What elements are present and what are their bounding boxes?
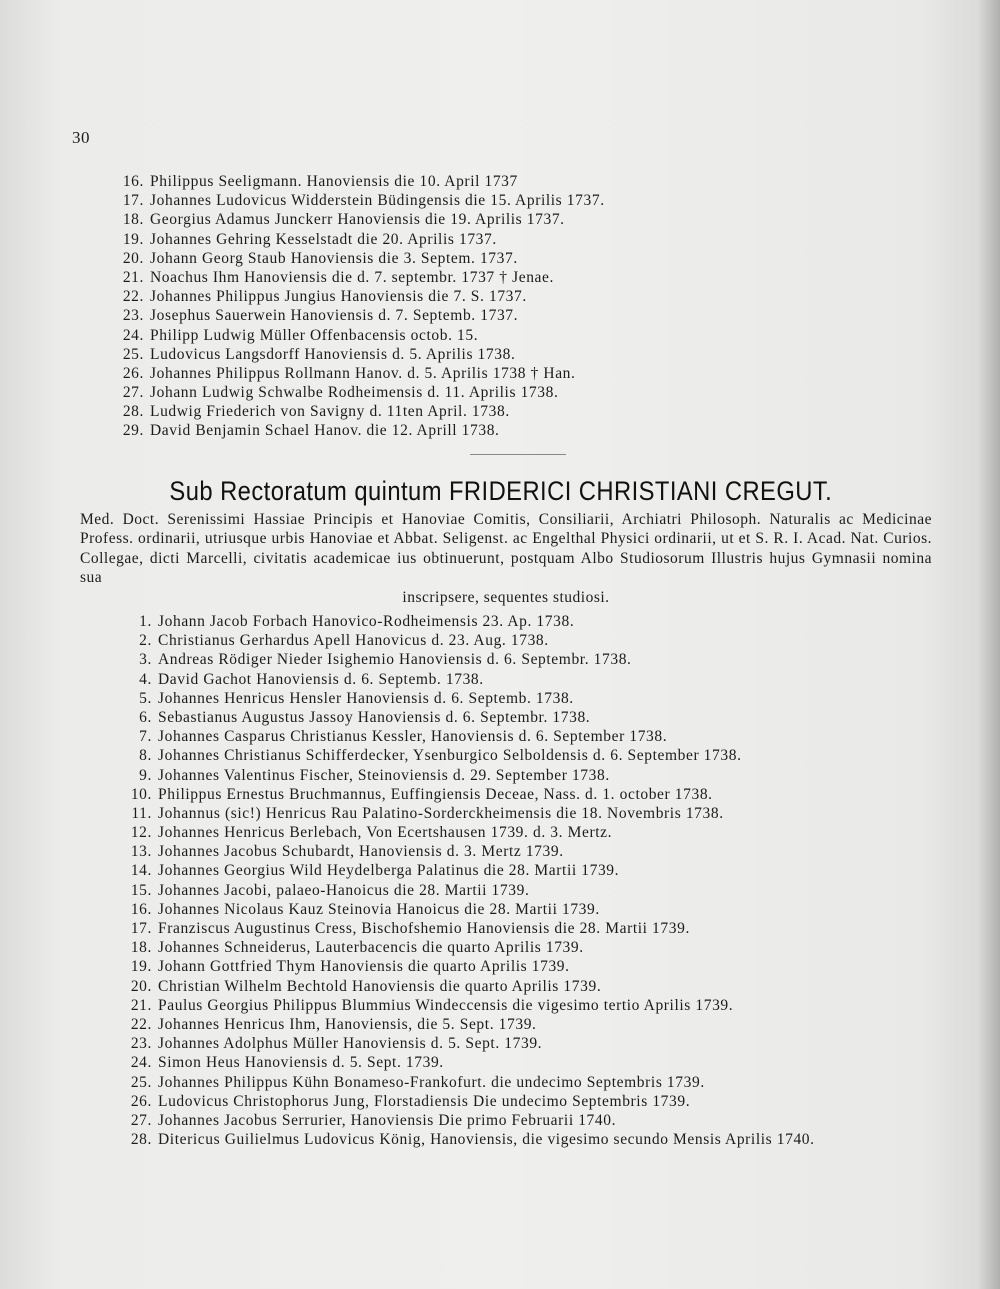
list-item: 4. David Gachot Hanoviensis d. 6. Septemb. 1738. xyxy=(139,670,484,688)
list-item: 29. David Benjamin Schael Hanov. die 12. Aprill 1738. xyxy=(122,422,500,440)
list-item: 25. Johannes Philippus Kühn Bonameso-Frankofurt. die undecimo Septembris 1739. xyxy=(130,1073,705,1091)
student-list-fifth-rectorate xyxy=(118,612,898,1168)
list-item: 7. Johannes Casparus Christianus Kessler, Hanoviensis d. 6. September 1738. xyxy=(139,728,668,746)
list-item: 28. Ditericus Guilielmus Ludovicus König, Hanoviensis, die vigesimo secundo Mensis Aprilis 1740. xyxy=(130,1131,815,1149)
list-item: 20. Johann Georg Staub Hanoviensis die 3. Septem. 1737. xyxy=(122,249,518,267)
list-item: 21. Noachus Ihm Hanoviensis die d. 7. septembr. 1737 † Jenae. xyxy=(122,268,554,286)
list-item: 20. Christian Wilhelm Bechtold Hanoviensis die quarto Aprilis 1739. xyxy=(130,977,602,995)
list-item: 10. Philippus Ernestus Bruchmannus, Euffingiensis Deceae, Nass. d. 1. october 1738. xyxy=(130,785,713,803)
list-item: 18. Georgius Adamus Junckerr Hanoviensis die 19. Aprilis 1737. xyxy=(122,211,565,229)
list-item: 24. Simon Heus Hanoviensis d. 5. Sept. 1739. xyxy=(130,1054,444,1072)
list-item: 11. Johannus (sic!) Henricus Rau Palatino-Sorderckheimensis die 18. Novembris 1738. xyxy=(131,804,724,822)
list-item: 24. Philipp Ludwig Müller Offenbacensis octob. 15. xyxy=(122,326,479,344)
list-item: 23. Josephus Sauerwein Hanoviensis d. 7. Septemb. 1737. xyxy=(122,307,519,325)
intro-paragraph xyxy=(80,510,932,607)
intro-body: Med. Doct. Serenissimi Hassiae Principis et Hanoviae Comitis, Consiliarii, Archiatri Philosoph. Naturalis ac Medicinae Profess. ordinarii, utriusque urbis Hanoviae et Abbat. Seligenst. ac Engelthal Physici ordinarii, ut et S. R. I. Acad. Nat. Curios. Collegae, dicti Marcelli, civitatis academicae ius obtinuerunt, postquam Albo Studiosorum Illustris hujus Gymnasii nomina sua xyxy=(80,511,932,587)
page-edge-shadow xyxy=(978,0,1000,1289)
section-divider xyxy=(470,454,566,455)
list-item: 27. Johannes Jacobus Serrurier, Hanoviensis Die primo Februarii 1740. xyxy=(130,1111,617,1129)
intro-last-line: inscripsere, sequentes studiosi. xyxy=(402,588,610,606)
list-item: 22. Johannes Henricus Ihm, Hanoviensis, die 5. Sept. 1739. xyxy=(130,1015,537,1033)
list-item: 26. Johannes Philippus Rollmann Hanov. d. 5. Aprilis 1738 † Han. xyxy=(122,364,576,382)
list-item: 28. Ludwig Friederich von Savigny d. 11ten April. 1738. xyxy=(122,403,510,421)
list-item: 25. Ludovicus Langsdorff Hanoviensis d. 5. Aprilis 1738. xyxy=(122,345,516,363)
list-item: 12. Johannes Henricus Berlebach, Von Ecertshausen 1739. d. 3. Mertz. xyxy=(130,824,613,842)
student-list-previous-rectorate xyxy=(110,172,605,441)
list-item: 13. Johannes Jacobus Schubardt, Hanoviensis d. 3. Mertz 1739. xyxy=(130,843,564,861)
list-item: 16. Philippus Seeligmann. Hanoviensis die 10. April 1737 xyxy=(122,173,518,190)
list-item: 19. Johannes Gehring Kesselstadt die 20. Aprilis 1737. xyxy=(122,230,497,248)
list-item: 6. Sebastianus Augustus Jassoy Hanoviensis d. 6. Septembr. 1738. xyxy=(139,708,591,726)
list-item: 21. Paulus Georgius Philippus Blummius Windeccensis die vigesimo tertio Aprilis 1739. xyxy=(130,996,734,1014)
list-item: 22. Johannes Philippus Jungius Hanoviensis die 7. S. 1737. xyxy=(122,288,527,306)
list-item: 14. Johannes Georgius Wild Heydelberga Palatinus die 28. Martii 1739. xyxy=(130,862,620,880)
list-item: 5. Johannes Henricus Hensler Hanoviensis d. 6. Septemb. 1738. xyxy=(139,689,574,707)
section-heading: Sub Rectoratum quintum FRIDERICI CHRISTIANI CREGUT. xyxy=(169,476,833,506)
list-item: 27. Johann Ludwig Schwalbe Rodheimensis d. 11. Aprilis 1738. xyxy=(122,384,559,402)
list-item: 17. Franziscus Augustinus Cress, Bischofshemio Hanoviensis die 28. Martii 1739. xyxy=(130,920,690,937)
list-item: 17. Johannes Ludovicus Widderstein Büdingensis die 15. Aprilis 1737. xyxy=(122,192,605,210)
list-item: 18. Johannes Schneiderus, Lauterbacencis die quarto Aprilis 1739. xyxy=(130,939,584,957)
list-item: 9. Johannes Valentinus Fischer, Steinoviensis d. 29. September 1738. xyxy=(139,766,610,784)
list-item: 15. Johannes Jacobi, palaeo-Hanoicus die 28. Martii 1739. xyxy=(130,881,530,899)
list-item: 23. Johannes Adolphus Müller Hanoviensis d. 5. Sept. 1739. xyxy=(130,1035,543,1053)
list-item: 1. Johann Jacob Forbach Hanovico-Rodheimensis 23. Ap. 1738. xyxy=(139,613,575,630)
list-item: 19. Johann Gottfried Thym Hanoviensis die quarto Aprilis 1739. xyxy=(130,958,570,976)
list-item: 26. Ludovicus Christophorus Jung, Florstadiensis Die undecimo Septembris 1739. xyxy=(130,1092,691,1110)
page-number: 30 xyxy=(72,128,90,147)
list-item: 8. Johannes Christianus Schifferdecker, Ysenburgico Selboldensis d. 6. September 1738. xyxy=(139,747,742,765)
list-item: 2. Christianus Gerhardus Apell Hanovicus d. 23. Aug. 1738. xyxy=(139,632,549,650)
list-item: 3. Andreas Rödiger Nieder Isighemio Hanoviensis d. 6. Septembr. 1738. xyxy=(139,651,632,669)
list-item: 16. Johannes Nicolaus Kauz Steinovia Hanoicus die 28. Martii 1739. xyxy=(130,900,600,918)
